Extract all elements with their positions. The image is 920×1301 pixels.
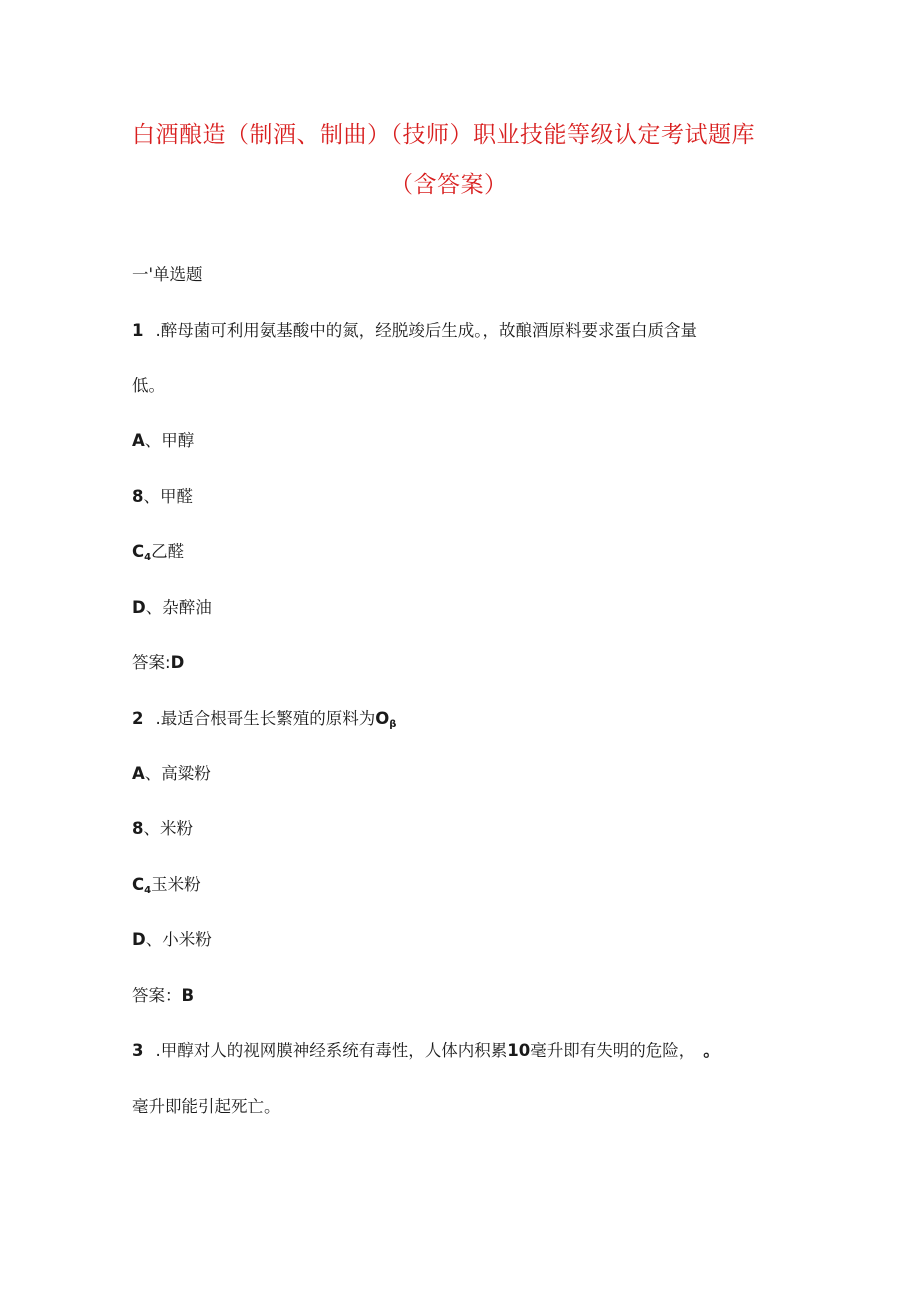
question-2-answer: 答案：B: [132, 986, 195, 1005]
question-number: 3: [132, 1041, 144, 1060]
question-text: .醉母菌可利用氨基酸中的氮，经脱竣后生成。，故酿酒原料要求蛋白质含量: [155, 321, 697, 340]
question-number: 2: [132, 709, 144, 728]
question-2-option-c: $C_4$玉米粉: [132, 875, 201, 896]
question-2-option-a: A、高粱粉: [132, 764, 211, 783]
document-title-line-1: 白酒酿造（制酒、制曲）（技师）职业技能等级认定考试题库: [132, 122, 755, 148]
question-number: 1: [132, 321, 144, 340]
question-1-option-c: $C_4$乙醛: [132, 542, 185, 563]
question-2-option-b: 8、米粉: [132, 819, 193, 838]
document-title-line-2: （含答案）: [390, 172, 508, 198]
question-1-option-a: A、甲醇: [132, 431, 195, 450]
question-2-stem: 2 .最适合根哥生长繁殖的原料为$O_\beta$: [132, 709, 397, 730]
question-1-answer: 答案:D: [132, 653, 185, 672]
question-text: .最适合根哥生长繁殖的原料为: [155, 709, 376, 728]
question-3-stem-continued: 毫升即能引起死亡。: [132, 1097, 281, 1116]
question-3-stem: 3 .甲醇对人的视网膜神经系统有毒性，人体内积累10毫升即有失明的危险， 。: [132, 1041, 720, 1060]
section-heading: 一'单选题: [132, 265, 203, 284]
question-2-option-d: D、小米粉: [132, 930, 212, 949]
question-1-option-d: D、杂醉油: [132, 598, 212, 617]
question-1-stem: [132, 323, 697, 340]
question-1-option-b: 8、甲醛: [132, 487, 193, 506]
question-1-stem-continued: 低。: [132, 376, 165, 395]
